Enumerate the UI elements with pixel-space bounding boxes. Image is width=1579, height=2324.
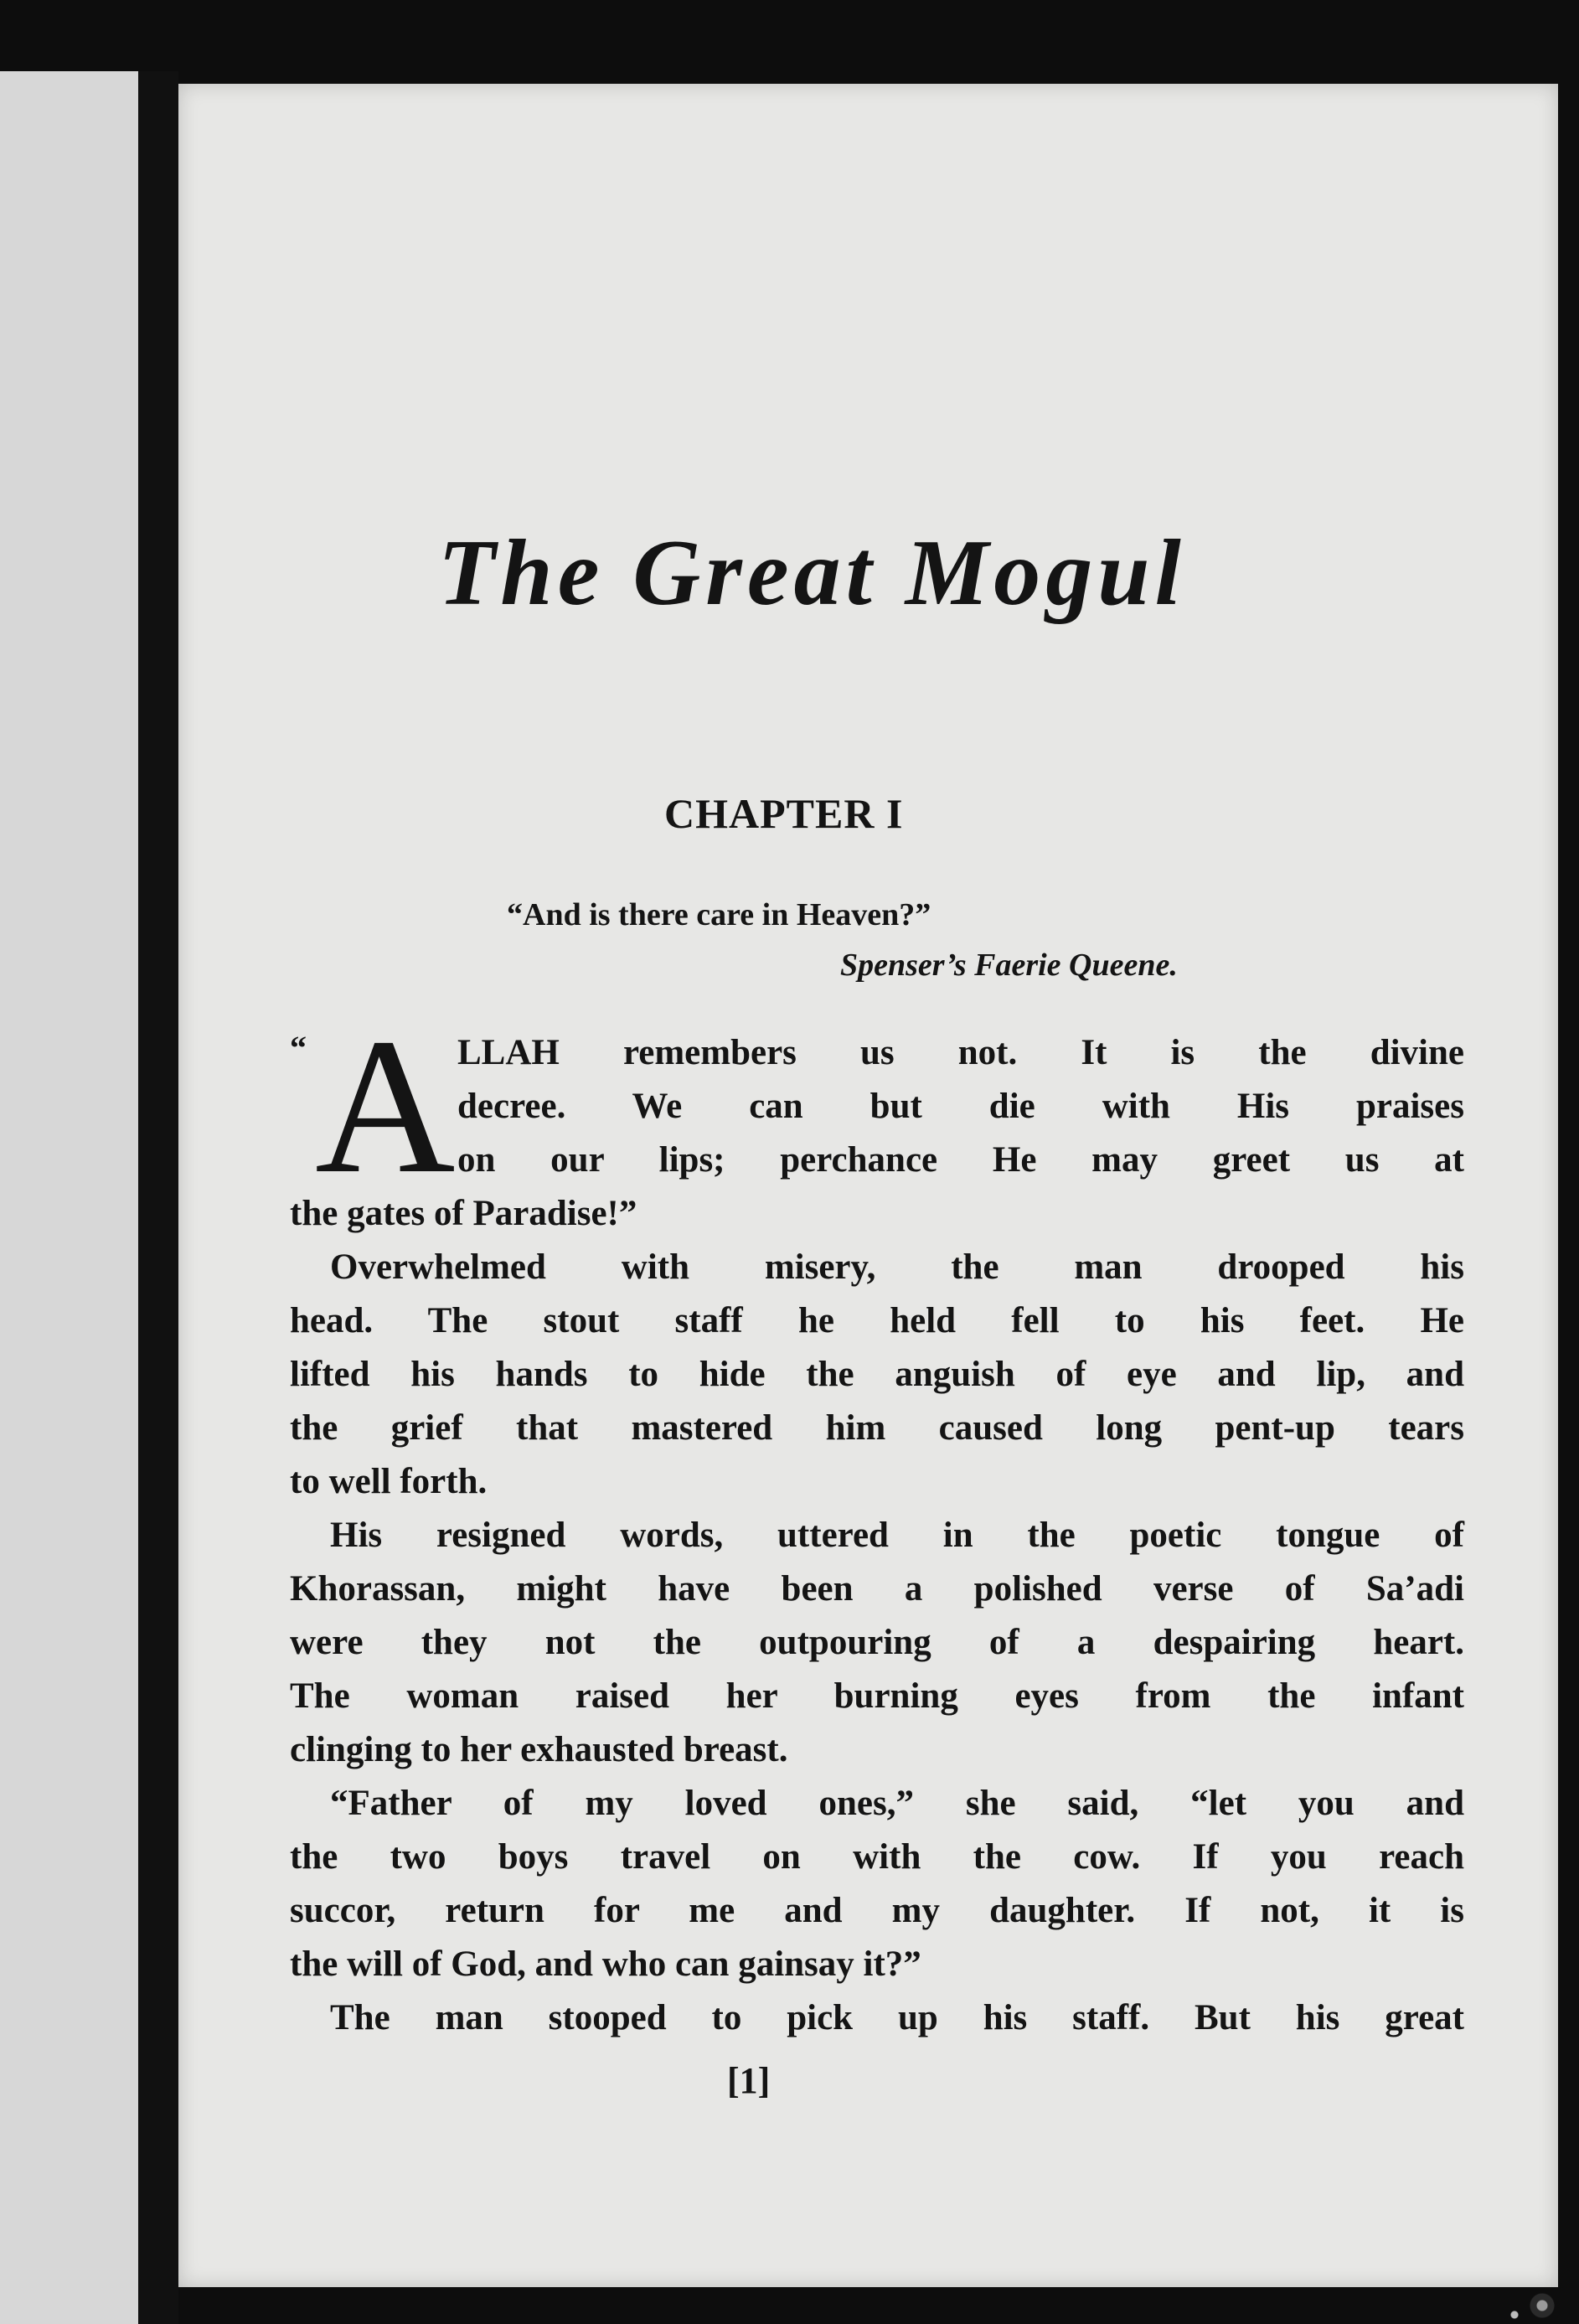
text-line: were they not the outpouring of a despairing heart. bbox=[290, 1623, 1464, 1662]
book-title: The Great Mogul bbox=[438, 521, 1186, 625]
text-line: LLAH remembers us not. It is the divine bbox=[457, 1033, 1464, 1072]
text-line: to well forth. bbox=[290, 1462, 488, 1501]
text-line: lifted his hands to hide the anguish of eye and lip, and bbox=[290, 1355, 1464, 1394]
epigraph-source: Spenser’s Faerie Queene. bbox=[840, 948, 1178, 983]
text-line: the two boys travel on with the cow. If you reach bbox=[290, 1837, 1464, 1877]
drop-cap-lines bbox=[457, 1026, 1464, 1187]
text-line: the gates of Paradise!” bbox=[290, 1194, 637, 1233]
drop-cap-letter: A bbox=[315, 999, 456, 1214]
body-text bbox=[290, 999, 1464, 2045]
text-line: Overwhelmed with misery, the man drooped his bbox=[330, 1247, 1464, 1287]
book-page bbox=[178, 84, 1558, 2287]
chapter-heading: CHAPTER I bbox=[664, 790, 904, 837]
left-page-edge bbox=[0, 71, 138, 2324]
text-line: the grief that mastered him caused long pent-up tears bbox=[290, 1408, 1464, 1448]
text-line: head. The stout staff he held fell to his feet. He bbox=[290, 1301, 1464, 1340]
text-line: The man stooped to pick up his staff. But his great bbox=[330, 1998, 1464, 2037]
text-line: Khorassan, might have been a polished verse of Sa’adi bbox=[290, 1569, 1464, 1609]
text-line: The woman raised her burning eyes from the infant bbox=[290, 1676, 1464, 1716]
text-line: “Father of my loved ones,” she said, “let you and bbox=[330, 1784, 1464, 1823]
text-line: succor, return for me and my daughter. If not, it is bbox=[290, 1891, 1464, 1930]
gutter-shadow bbox=[138, 71, 178, 2324]
scan-artifact bbox=[1487, 2278, 1579, 2324]
opening-quote-mark: “ bbox=[290, 1029, 307, 1066]
epigraph-quote: “And is there care in Heaven?” bbox=[507, 897, 931, 932]
text-line: the will of God, and who can gainsay it?” bbox=[290, 1944, 921, 1984]
text-line: decree. We can but die with His praises bbox=[457, 1087, 1464, 1126]
page-number: [1] bbox=[727, 2060, 771, 2101]
text-line: His resigned words, uttered in the poetic tongue of bbox=[330, 1516, 1464, 1555]
text-line: clinging to her exhausted breast. bbox=[290, 1730, 788, 1769]
text-line: on our lips; perchance He may greet us at bbox=[457, 1140, 1464, 1180]
